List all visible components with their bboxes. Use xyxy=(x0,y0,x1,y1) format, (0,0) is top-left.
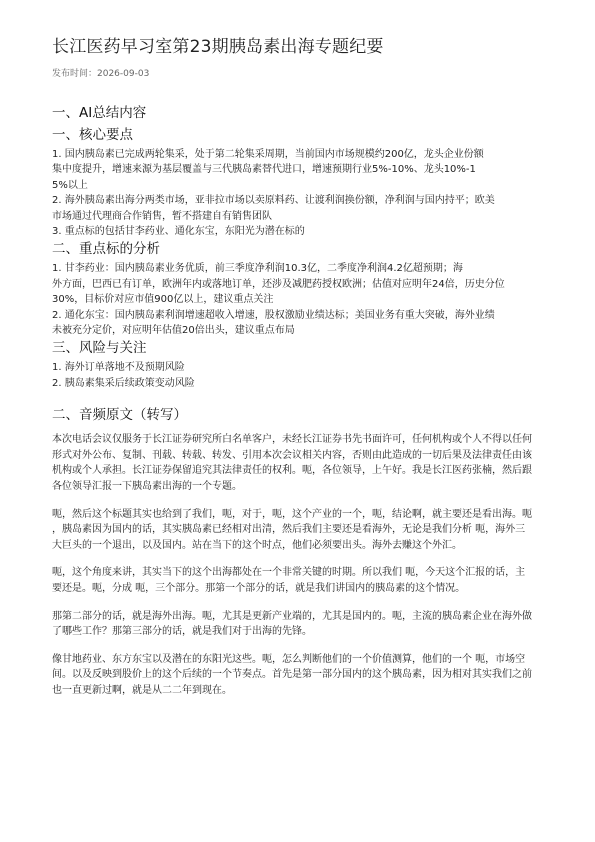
transcript-line: ，胰岛素因为国内的话，其实胰岛素已经相对出清，然后我们主要还是看海外，无论是我们分析 呃，海外三 xyxy=(52,524,526,536)
core-point-1-line3: 5%以上 xyxy=(52,179,88,191)
transcript-line: 间。以及反映到股价上的这个后续的一个节奏点。首先是第一部分国内的这个胰岛素，因为相对其实我们之前 xyxy=(52,669,532,681)
ai-summary-section xyxy=(52,104,553,391)
transcript-paragraph-4 xyxy=(52,609,553,640)
transcript-line: 形式对外公布、复制、刊载、转载、转发、引用本次会议相关内容，否则由此造成的一切后果及法律责任由该 xyxy=(52,449,532,461)
transcript-paragraph-2 xyxy=(52,507,553,554)
doc-title: 长江医药早习室第23期胰岛素出海专题纪要 xyxy=(52,37,384,57)
analysis-1-line2: 外方面，巴西已有订单，欧洲年内或落地订单，还涉及减肥药授权欧洲；估值对应明年24倍，历史分位 xyxy=(52,278,505,290)
transcript-paragraph-5 xyxy=(52,652,553,699)
transcript-line: 呃，然后这个标题其实也给到了我们，呃，对于，呃，这个产业的一个，呃，结论啊，就主要还是看出海。呃 xyxy=(52,508,532,520)
transcript-paragraph-1 xyxy=(52,432,553,494)
publish-date: 发布时间：2026-09-03 xyxy=(52,69,150,79)
transcript-line: 呃，这个角度来讲，其实当下的这个出海都处在一个非常关键的时期。所以我们 呃，今天这个汇报的话，主 xyxy=(52,567,526,579)
analysis-heading: 二、重点标的分析 xyxy=(52,241,160,258)
risk-item-1: 1. 海外订单落地不及预期风险 xyxy=(52,362,185,374)
core-points-heading: 一、核心要点 xyxy=(52,127,133,143)
risk-item-2: 2. 胰岛素集采后续政策变动风险 xyxy=(52,377,195,389)
ai-summary-heading: 一、AI总结内容 xyxy=(52,105,147,121)
risk-heading: 三、风险与关注 xyxy=(52,340,147,357)
transcript-line: 了哪些工作？那第三部分的话，就是我们对于出海的先锋。 xyxy=(52,626,312,638)
analysis-1-line3: 30%，目标价对应市值900亿以上，建议重点关注 xyxy=(52,294,274,306)
core-point-3-line1: 3. 重点标的包括甘李药业、通化东宝，东阳光为潜在标的 xyxy=(52,226,305,238)
analysis-2-line1: 2. 通化东宝：国内胰岛素利润增速超收入增速，股权激励业绩达标；美国业务有重大突破，海外业绩 xyxy=(52,309,495,321)
transcript-line: 像甘地药业、东方东宝以及潜在的东阳光这些。呃，怎么判断他们的一个价值测算，他们的一个 呃，市场空 xyxy=(52,653,526,665)
transcript-line: 机构或个人承担。长江证券保留追究其法律责任的权利。呃，各位领导，上午好。我是长江医药张楠，然后跟 xyxy=(52,465,532,477)
analysis-1-line1: 1. 甘李药业：国内胰岛素业务优质，前三季度净利润10.3亿，二季度净利润4.2亿超预期；海 xyxy=(52,263,463,275)
transcript-paragraph-3 xyxy=(52,565,553,596)
core-point-2-line2: 市场通过代理商合作销售，暂不搭建自有销售团队 xyxy=(52,210,272,222)
transcript-line: 要还是。呃，分成 呃，三个部分。那第一个部分的话，就是我们讲国内的胰岛素的这个情况。 xyxy=(52,583,466,595)
audio-heading: 二、音频原文（转写） xyxy=(52,407,187,424)
transcript-line: 大巨头的一个退出，以及国内。站在当下的这个时点，他们必须要出头。海外去赚这个外汇。 xyxy=(52,539,462,551)
transcript-line: 那第二部分的话，就是海外出海。呃，尤其是更新产业端的，尤其是国内的。呃，主流的胰岛素企业在海外做 xyxy=(52,610,532,622)
analysis-2-line2: 未被充分定价，对应明年估值20倍出头，建议重点布局 xyxy=(52,325,295,337)
core-point-1-line2: 集中度提升，增速来源为基层覆盖与三代胰岛素替代进口，增速预期行业5%-10%、龙头10%-1 xyxy=(52,164,476,176)
transcript-line: 也一直更新过啊，就是从二二年到现在。 xyxy=(52,685,232,696)
transcript-line: 本次电话会议仅服务于长江证券研究所白名单客户，未经长江证券书先书面许可，任何机构或个人不得以任何 xyxy=(52,434,532,446)
core-point-1-line1: 1. 国内胰岛素已完成两轮集采，处于第二轮集采周期，当前国内市场规模约200亿，龙头企业份额 xyxy=(52,149,484,160)
transcript-line: 各位领导汇报一下胰岛素出海的一个专题。 xyxy=(52,481,242,493)
core-point-2-line1: 2. 海外胰岛素出海分两类市场，亚非拉市场以卖原料药、让渡利润换份额，净利润与国内持平；欧美 xyxy=(52,195,495,207)
audio-transcript-section xyxy=(52,406,553,698)
